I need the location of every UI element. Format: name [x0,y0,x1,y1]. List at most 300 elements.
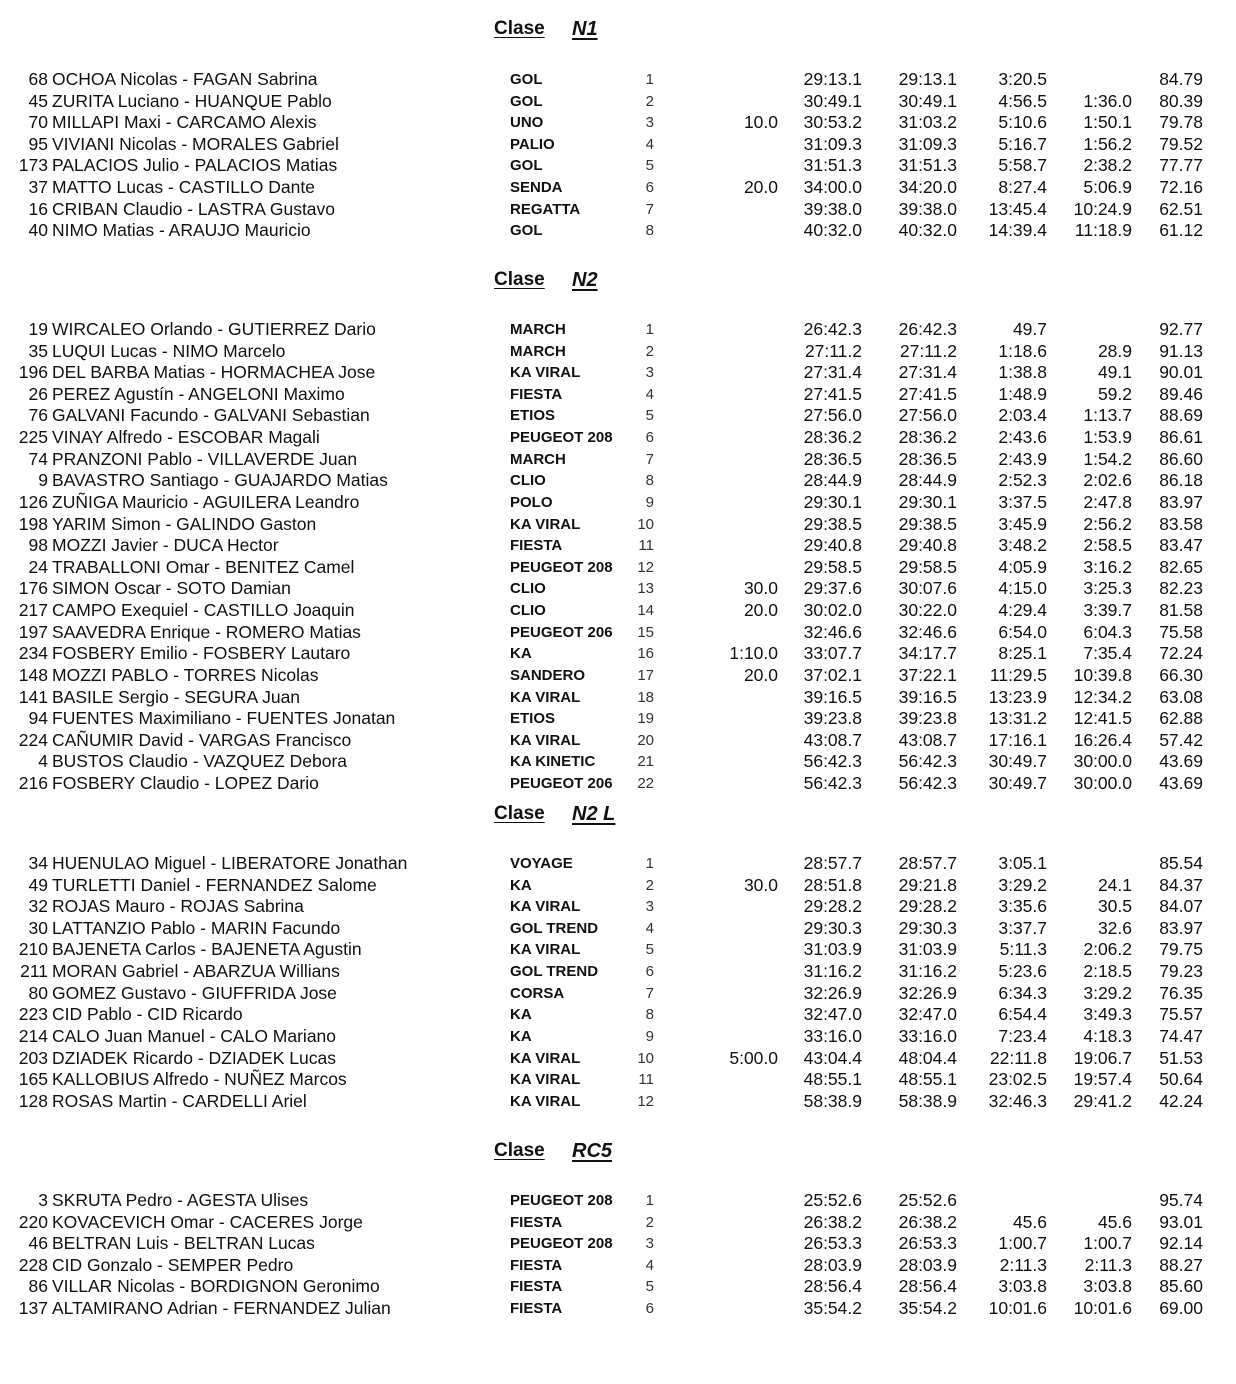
stage-time: 26:42.3 [803,319,862,339]
car-model: VOYAGE [510,855,573,872]
gap-to-first: 2:43.6 [998,427,1047,448]
position: 19 [637,710,654,728]
performance-percent: 91.13 [1159,340,1203,361]
performance-percent: 69.00 [1159,1298,1203,1319]
performance-percent: 84.79 [1159,69,1203,89]
performance-percent: 61.12 [1159,220,1203,241]
car-model: MARCH [510,342,566,360]
gap-to-previous: 19:57.4 [1073,1069,1132,1090]
car-model: PEUGEOT 206 [510,623,613,641]
total-time: 28:56.4 [898,1276,957,1297]
gap-to-previous: 30:00.0 [1073,751,1132,772]
gap-to-first: 5:16.7 [998,133,1047,154]
car-model: KA VIRAL [510,1092,581,1110]
stage-time: 28:51.8 [803,874,862,895]
result-row [0,1233,1236,1255]
result-row [0,622,1236,644]
stage-time: 27:31.4 [803,362,862,383]
position: 4 [645,1256,654,1274]
entry-number: 141 [18,686,48,707]
performance-percent: 72.16 [1159,177,1203,198]
penalty-time: 30.0 [743,874,778,895]
result-row [0,643,1236,665]
gap-to-first: 3:29.2 [998,874,1047,895]
total-time: 43:08.7 [898,729,957,750]
total-time: 37:22.1 [898,664,957,685]
total-time: 27:56.0 [898,405,957,426]
entry-number: 128 [18,1090,48,1111]
gap-to-first: 3:05.1 [998,853,1047,873]
gap-to-previous: 1:36.0 [1083,90,1132,111]
position: 9 [645,1027,654,1045]
class-label: Clase [494,1140,545,1161]
car-model: FIESTA [510,385,563,403]
result-row [0,384,1236,406]
gap-to-first: 3:37.7 [998,917,1047,938]
gap-to-previous: 59.2 [1097,383,1132,404]
gap-to-previous: 12:34.2 [1073,686,1132,707]
position: 1 [645,855,654,872]
crew-names: CRIBAN Claudio - LASTRA Gustavo [52,198,336,219]
crew-names: HUENULAO Miguel - LIBERATORE Jonathan [52,853,408,873]
gap-to-previous: 3:25.3 [1083,578,1132,599]
performance-percent: 85.54 [1159,853,1203,873]
crew-names: BELTRAN Luis - BELTRAN Lucas [52,1233,315,1254]
position: 12 [637,558,654,576]
total-time: 33:16.0 [898,1025,957,1046]
position: 1 [645,71,654,88]
entry-number: 32 [28,896,48,917]
total-time: 31:03.2 [898,112,957,133]
entry-number: 148 [18,664,48,685]
position: 6 [645,429,654,447]
gap-to-previous: 1:53.9 [1083,427,1132,448]
entry-number: 9 [38,470,48,491]
entry-number: 198 [18,513,48,534]
stage-time: 29:30.1 [803,491,862,512]
gap-to-first: 1:48.9 [998,383,1047,404]
entry-number: 220 [18,1211,48,1232]
entry-number: 95 [28,133,48,154]
crew-names: SIMON Oscar - SOTO Damian [52,578,291,599]
crew-names: CALO Juan Manuel - CALO Mariano [52,1025,337,1046]
car-model: GOL [510,222,543,240]
gap-to-previous: 7:35.4 [1083,643,1132,664]
gap-to-previous: 2:58.5 [1083,535,1132,556]
gap-to-previous: 2:11.3 [1084,1254,1132,1275]
gap-to-first: 30:49.7 [988,751,1047,772]
result-row [0,1212,1236,1234]
crew-names: BAJENETA Carlos - BAJENETA Agustin [52,939,362,960]
gap-to-first: 3:48.2 [998,535,1047,556]
stage-time: 31:16.2 [803,961,862,982]
car-model: KA VIRAL [510,688,581,706]
gap-to-first: 14:39.4 [988,220,1047,241]
total-time: 32:26.9 [898,982,957,1003]
result-row [0,112,1236,134]
car-model: KA [510,1027,532,1045]
position: 7 [645,450,654,468]
stage-time: 39:23.8 [803,708,862,729]
position: 17 [637,666,654,684]
gap-to-previous: 1:54.2 [1083,448,1132,469]
result-row [0,751,1236,773]
result-row [0,1004,1236,1026]
gap-to-previous: 32.6 [1097,917,1132,938]
entry-number: 228 [18,1254,48,1275]
performance-percent: 79.23 [1159,961,1203,982]
result-row [0,492,1236,514]
stage-time: 58:38.9 [803,1090,862,1111]
performance-percent: 82.65 [1159,556,1203,577]
gap-to-previous: 1:00.7 [1083,1233,1132,1254]
total-time: 29:13.1 [898,69,957,89]
total-time: 29:28.2 [898,896,957,917]
total-time: 28:36.5 [898,448,957,469]
total-time: 31:51.3 [898,155,957,176]
crew-names: LATTANZIO Pablo - MARIN Facundo [52,917,341,938]
position: 10 [637,1049,654,1067]
position: 6 [645,179,654,197]
car-model: PEUGEOT 208 [510,1235,613,1253]
entry-number: 40 [28,220,48,241]
total-time: 27:11.2 [899,340,957,361]
result-row [0,362,1236,384]
entry-number: 45 [28,90,48,111]
crew-names: DZIADEK Ricardo - DZIADEK Lucas [52,1047,336,1068]
entry-number: 80 [28,982,48,1003]
total-time: 58:38.9 [898,1090,957,1111]
performance-percent: 83.58 [1159,513,1203,534]
total-time: 30:49.1 [898,90,957,111]
crew-names: KALLOBIUS Alfredo - NUÑEZ Marcos [52,1069,347,1090]
crew-names: ZURITA Luciano - HUANQUE Pablo [52,90,332,111]
gap-to-first: 5:10.6 [998,112,1047,133]
stage-time: 28:57.7 [803,853,862,873]
gap-to-previous: 30:00.0 [1073,773,1132,794]
performance-percent: 80.39 [1159,90,1203,111]
result-row [0,961,1236,983]
position: 11 [638,1071,654,1089]
gap-to-first: 3:37.5 [998,491,1047,512]
performance-percent: 89.46 [1159,383,1203,404]
performance-percent: 86.18 [1159,470,1203,491]
result-row [0,470,1236,492]
gap-to-previous: 28.9 [1097,340,1132,361]
car-model: KA VIRAL [510,515,581,533]
car-model: PEUGEOT 208 [510,429,613,447]
result-row [0,1276,1236,1298]
car-model: PEUGEOT 206 [510,775,613,793]
gap-to-previous: 2:56.2 [1083,513,1132,534]
position: 14 [637,602,654,620]
entry-number: 68 [28,69,48,89]
entry-number: 225 [18,427,48,448]
class-code: RC5 [572,1140,613,1162]
crew-names: MILLAPI Maxi - CARCAMO Alexis [52,112,317,133]
gap-to-first: 17:16.1 [988,729,1047,750]
total-time: 30:22.0 [898,600,957,621]
position: 1 [645,1192,654,1209]
result-row [0,773,1236,795]
performance-percent: 51.53 [1159,1047,1203,1068]
result-row [0,341,1236,363]
stage-time: 34:00.0 [803,177,862,198]
crew-names: MOZZI PABLO - TORRES Nicolas [52,664,319,685]
position: 5 [645,1278,654,1296]
result-row [0,853,1236,875]
gap-to-previous: 5:06.9 [1083,177,1132,198]
gap-to-first: 23:02.5 [988,1069,1047,1090]
car-model: PEUGEOT 208 [510,558,613,576]
class-label: Clase [494,803,545,824]
total-time: 31:03.9 [898,939,957,960]
entry-number: 224 [18,729,48,750]
gap-to-first: 6:54.4 [998,1004,1047,1025]
car-model: GOL TREND [510,919,599,937]
penalty-time: 30.0 [743,578,778,599]
stage-time: 29:28.2 [803,896,862,917]
stage-time: 40:32.0 [803,220,862,241]
class-heading [0,803,1236,833]
gap-to-first: 1:18.6 [998,340,1047,361]
car-model: ETIOS [510,407,556,425]
crew-names: SKRUTA Pedro - AGESTA Ulises [52,1190,309,1210]
crew-names: FUENTES Maximiliano - FUENTES Jonatan [52,708,396,729]
performance-percent: 74.47 [1159,1025,1203,1046]
performance-percent: 84.37 [1159,874,1203,895]
stage-time: 27:11.2 [804,340,862,361]
crew-names: FOSBERY Claudio - LOPEZ Dario [52,773,319,794]
entry-number: 126 [18,491,48,512]
position: 2 [645,876,654,894]
car-model: SANDERO [510,666,586,684]
performance-percent: 62.88 [1159,708,1203,729]
performance-percent: 86.61 [1159,427,1203,448]
performance-percent: 92.14 [1159,1233,1203,1254]
stage-time: 28:36.5 [803,448,862,469]
stage-time: 39:16.5 [803,686,862,707]
result-row [0,1298,1236,1320]
car-model: KA [510,1006,532,1024]
position: 12 [637,1092,654,1110]
stage-time: 27:41.5 [803,383,862,404]
gap-to-first: 4:15.0 [998,578,1047,599]
gap-to-first: 1:00.7 [998,1233,1047,1254]
total-time: 25:52.6 [898,1190,957,1210]
entry-number: 216 [18,773,48,794]
gap-to-first: 5:58.7 [998,155,1047,176]
result-row [0,918,1236,940]
gap-to-previous: 3:49.3 [1083,1004,1132,1025]
stage-time: 56:42.3 [803,751,862,772]
stage-time: 28:56.4 [803,1276,862,1297]
stage-time: 32:26.9 [803,982,862,1003]
total-time: 27:41.5 [898,383,957,404]
total-time: 31:16.2 [898,961,957,982]
stage-time: 31:51.3 [803,155,862,176]
result-row [0,1255,1236,1277]
gap-to-first: 11:29.5 [989,664,1047,685]
position: 1 [645,321,654,338]
performance-percent: 77.77 [1159,155,1203,176]
gap-to-first: 5:11.3 [999,939,1047,960]
position: 5 [645,157,654,175]
total-time: 48:55.1 [898,1069,957,1090]
car-model: SENDA [510,179,563,197]
crew-names: LUQUI Lucas - NIMO Marcelo [52,340,286,361]
entry-number: 214 [18,1025,48,1046]
car-model: MARCH [510,450,566,468]
gap-to-first: 13:31.2 [988,708,1047,729]
stage-time: 33:07.7 [803,643,862,664]
gap-to-first: 2:43.9 [998,448,1047,469]
position: 4 [645,385,654,403]
result-row [0,69,1236,91]
position: 3 [645,114,654,132]
entry-number: 197 [18,621,48,642]
entry-number: 46 [28,1233,48,1254]
result-row [0,155,1236,177]
crew-names: BASILE Sergio - SEGURA Juan [52,686,301,707]
car-model: CLIO [510,472,546,490]
car-model: ETIOS [510,710,556,728]
crew-names: OCHOA Nicolas - FAGAN Sabrina [52,69,318,89]
crew-names: ZUÑIGA Mauricio - AGUILERA Leandro [52,491,360,512]
entry-number: 210 [18,939,48,960]
gap-to-first: 4:56.5 [998,90,1047,111]
position: 13 [637,580,654,598]
gap-to-first: 10:01.6 [988,1298,1047,1319]
penalty-time: 10.0 [743,112,778,133]
car-model: GOL [510,92,543,110]
performance-percent: 92.77 [1159,319,1203,339]
crew-names: YARIM Simon - GALINDO Gaston [52,513,317,534]
total-time: 35:54.2 [898,1298,957,1319]
stage-time: 39:38.0 [803,198,862,219]
crew-names: BUSTOS Claudio - VAZQUEZ Debora [52,751,348,772]
gap-to-first: 3:45.9 [998,513,1047,534]
gap-to-previous: 2:02.6 [1083,470,1132,491]
performance-percent: 88.27 [1159,1254,1203,1275]
gap-to-previous: 11:18.9 [1074,220,1132,241]
crew-names: FOSBERY Emilio - FOSBERY Lautaro [52,643,351,664]
car-model: UNO [510,114,544,132]
total-time: 29:58.5 [898,556,957,577]
crew-names: MATTO Lucas - CASTILLO Dante [52,177,315,198]
performance-percent: 90.01 [1159,362,1203,383]
performance-percent: 84.07 [1159,896,1203,917]
performance-percent: 79.78 [1159,112,1203,133]
gap-to-previous: 16:26.4 [1073,729,1132,750]
class-label: Clase [494,269,545,290]
performance-percent: 76.35 [1159,982,1203,1003]
performance-percent: 88.69 [1159,405,1203,426]
performance-percent: 81.58 [1159,600,1203,621]
performance-percent: 93.01 [1159,1211,1203,1232]
result-row [0,177,1236,199]
entry-number: 37 [28,177,48,198]
result-row [0,1048,1236,1070]
entry-number: 86 [28,1276,48,1297]
result-row [0,983,1236,1005]
position: 6 [645,1300,654,1318]
car-model: POLO [510,493,553,511]
total-time: 29:40.8 [898,535,957,556]
stage-time: 29:38.5 [803,513,862,534]
car-model: KA KINETIC [510,753,596,771]
stage-time: 28:03.9 [803,1254,862,1275]
result-row [0,875,1236,897]
entry-number: 137 [18,1298,48,1319]
total-time: 39:16.5 [898,686,957,707]
gap-to-first: 13:23.9 [988,686,1047,707]
result-row [0,449,1236,471]
gap-to-first: 32:46.3 [988,1090,1047,1111]
crew-names: PEREZ Agustín - ANGELONI Maximo [52,383,345,404]
crew-names: ROSAS Martin - CARDELLI Ariel [52,1090,307,1111]
position: 7 [645,984,654,1002]
stage-time: 37:02.1 [803,664,862,685]
crew-names: DEL BARBA Matias - HORMACHEA Jose [52,362,376,383]
result-row [0,730,1236,752]
gap-to-first: 4:05.9 [998,556,1047,577]
crew-names: CID Gonzalo - SEMPER Pedro [52,1254,294,1275]
performance-percent: 72.24 [1159,643,1203,664]
stage-time: 30:02.0 [803,600,862,621]
car-model: KA VIRAL [510,941,581,959]
performance-percent: 63.08 [1159,686,1203,707]
total-time: 39:23.8 [898,708,957,729]
crew-names: GOMEZ Gustavo - GIUFFRIDA Jose [52,982,337,1003]
total-time: 28:03.9 [898,1254,957,1275]
gap-to-previous: 3:39.7 [1083,600,1132,621]
gap-to-first: 3:20.5 [998,69,1047,89]
stage-time: 28:36.2 [803,427,862,448]
total-time: 29:21.8 [898,874,957,895]
stage-time: 48:55.1 [803,1069,862,1090]
gap-to-previous: 45.6 [1097,1211,1132,1232]
result-row [0,896,1236,918]
total-time: 27:31.4 [898,362,957,383]
performance-percent: 95.74 [1159,1190,1203,1210]
entry-number: 16 [28,198,48,219]
gap-to-previous: 1:50.1 [1083,112,1132,133]
entry-number: 19 [28,319,48,339]
gap-to-previous: 30.5 [1097,896,1132,917]
position: 22 [637,775,654,793]
total-time: 39:38.0 [898,198,957,219]
gap-to-previous: 3:03.8 [1083,1276,1132,1297]
total-time: 29:38.5 [898,513,957,534]
crew-names: CAÑUMIR David - VARGAS Francisco [52,729,352,750]
car-model: GOL [510,157,543,175]
stage-time: 25:52.6 [803,1190,862,1210]
car-model: FIESTA [510,1300,563,1318]
entry-number: 98 [28,535,48,556]
car-model: CORSA [510,984,565,1002]
performance-percent: 50.64 [1159,1069,1203,1090]
car-model: KA VIRAL [510,1071,581,1089]
gap-to-previous: 10:39.8 [1073,664,1132,685]
stage-time: 56:42.3 [803,773,862,794]
total-time: 28:36.2 [898,427,957,448]
car-model: KA [510,645,532,663]
entry-number: 196 [18,362,48,383]
class-label: Clase [494,18,545,39]
class-code: N2 [572,269,598,291]
crew-names: VINAY Alfredo - ESCOBAR Magali [52,427,320,448]
